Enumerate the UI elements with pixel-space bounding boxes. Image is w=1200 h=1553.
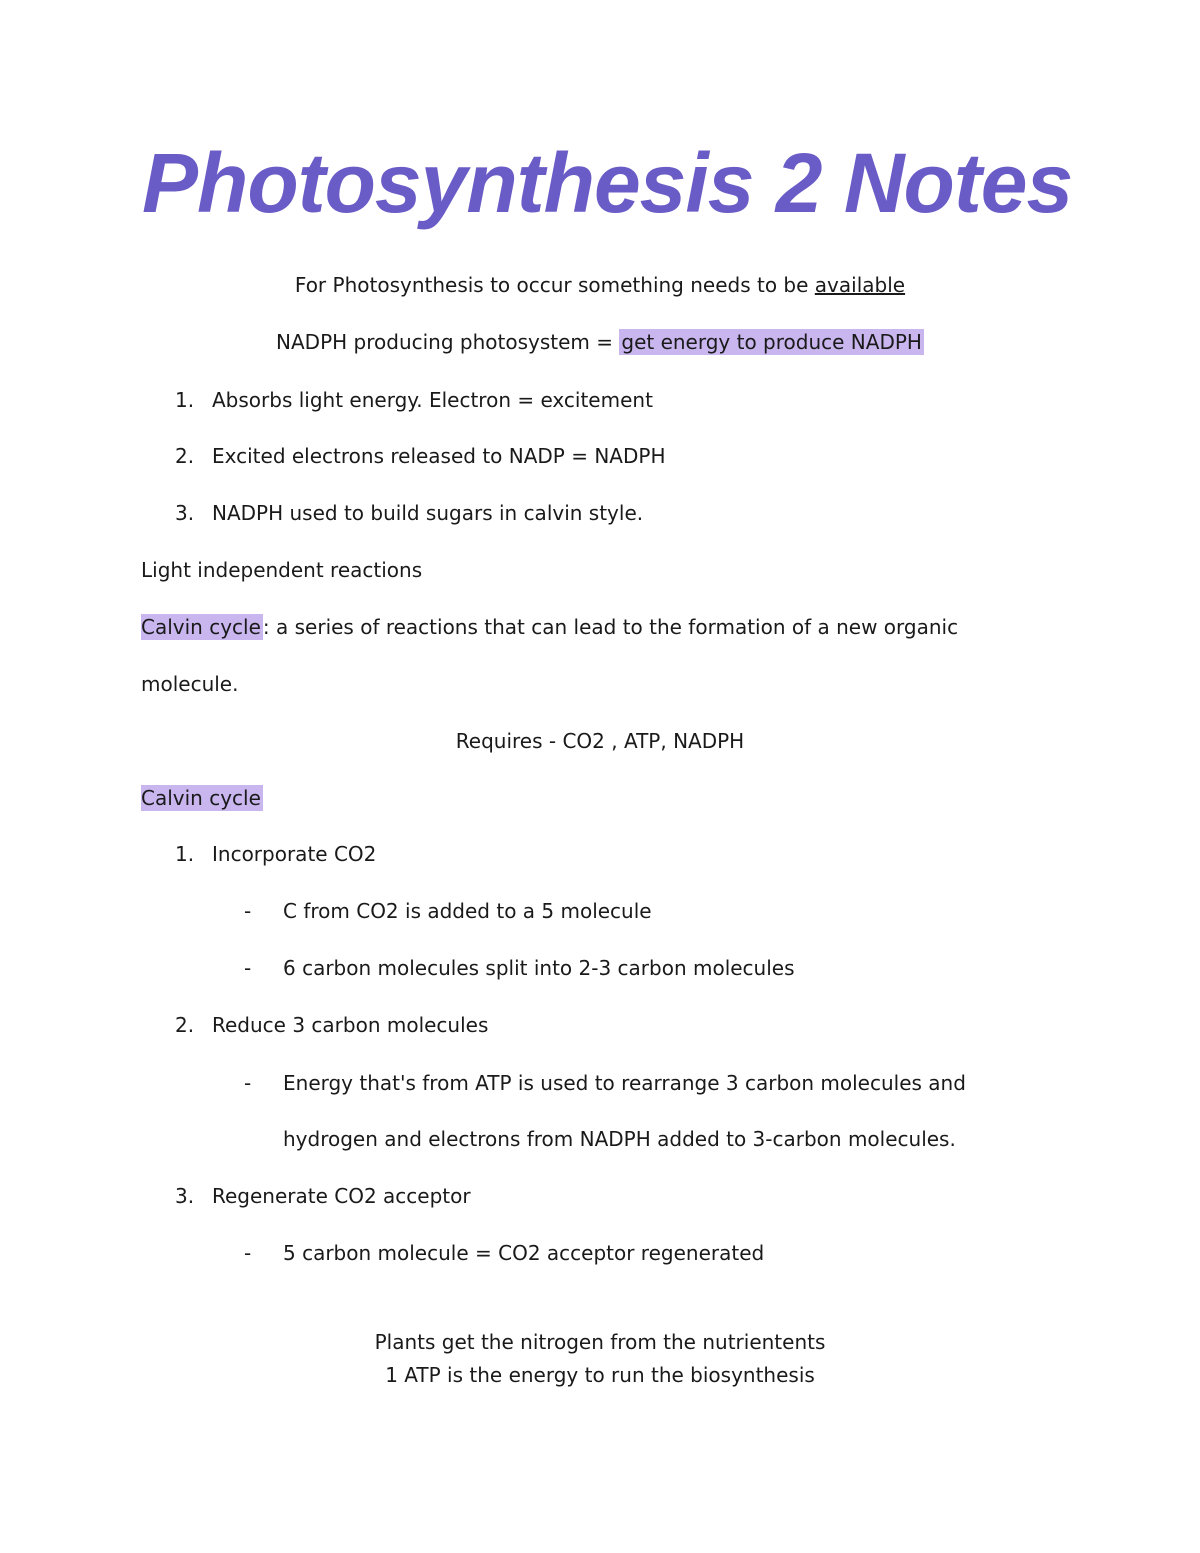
sub-list-text: 6 carbon molecules split into 2-3 carbon molecules bbox=[283, 956, 795, 980]
footer-line-2: 1 ATP is the energy to run the biosynthesis bbox=[385, 1363, 815, 1387]
sub-list-text: C from CO2 is added to a 5 molecule bbox=[283, 899, 652, 923]
highlighted-phrase: get energy to produce NADPH bbox=[621, 330, 922, 354]
calvin-heading bbox=[141, 783, 263, 813]
footer-line-1: Plants get the nitrogen from the nutrientents bbox=[374, 1330, 826, 1354]
sub-list-text: Energy that's from ATP is used to rearrange 3 carbon molecules and bbox=[283, 1071, 966, 1095]
intro-line-1 bbox=[0, 270, 1200, 300]
highlighted-term: Calvin cycle bbox=[141, 615, 261, 639]
dash-bullet: - bbox=[244, 899, 252, 923]
sub-list-text: hydrogen and electrons from NADPH added to 3-carbon molecules. bbox=[283, 1127, 956, 1151]
definition-text: : a series of reactions that can lead to the formation of a new organic bbox=[262, 615, 959, 639]
intro-line-1-text: For Photosynthesis to occur something needs to be bbox=[294, 273, 815, 297]
list-number: 3. bbox=[175, 501, 195, 525]
list-text: NADPH used to build sugars in calvin style. bbox=[212, 501, 644, 525]
intro-line-2 bbox=[0, 327, 1200, 357]
dash-bullet: - bbox=[244, 956, 252, 980]
list-number: 1. bbox=[175, 842, 195, 866]
dash-bullet: - bbox=[244, 1071, 252, 1095]
intro-line-2-text: NADPH producing photosystem = bbox=[276, 330, 620, 354]
list-number: 1. bbox=[175, 388, 195, 412]
list-number: 2. bbox=[175, 444, 195, 468]
list-text: Absorbs light energy. Electron = excitement bbox=[212, 388, 653, 412]
sub-list-text: 5 carbon molecule = CO2 acceptor regenerated bbox=[283, 1241, 765, 1265]
dash-bullet: - bbox=[244, 1241, 252, 1265]
list-text: Regenerate CO2 acceptor bbox=[212, 1184, 471, 1208]
list-text: Excited electrons released to NADP = NADPH bbox=[212, 444, 666, 468]
list-text: Reduce 3 carbon molecules bbox=[212, 1013, 489, 1037]
requires-line: Requires - CO2 , ATP, NADPH bbox=[455, 729, 745, 753]
list-number: 2. bbox=[175, 1013, 195, 1037]
underlined-word: available bbox=[814, 273, 906, 297]
calvin-definition-line-2: molecule. bbox=[141, 672, 239, 696]
section-label: Light independent reactions bbox=[141, 558, 423, 582]
page-title: Photosynthesis 2 Notes bbox=[142, 136, 1073, 230]
list-number: 3. bbox=[175, 1184, 195, 1208]
list-text: Incorporate CO2 bbox=[212, 842, 377, 866]
highlighted-heading: Calvin cycle bbox=[141, 786, 261, 810]
calvin-definition-line-1 bbox=[141, 612, 958, 642]
